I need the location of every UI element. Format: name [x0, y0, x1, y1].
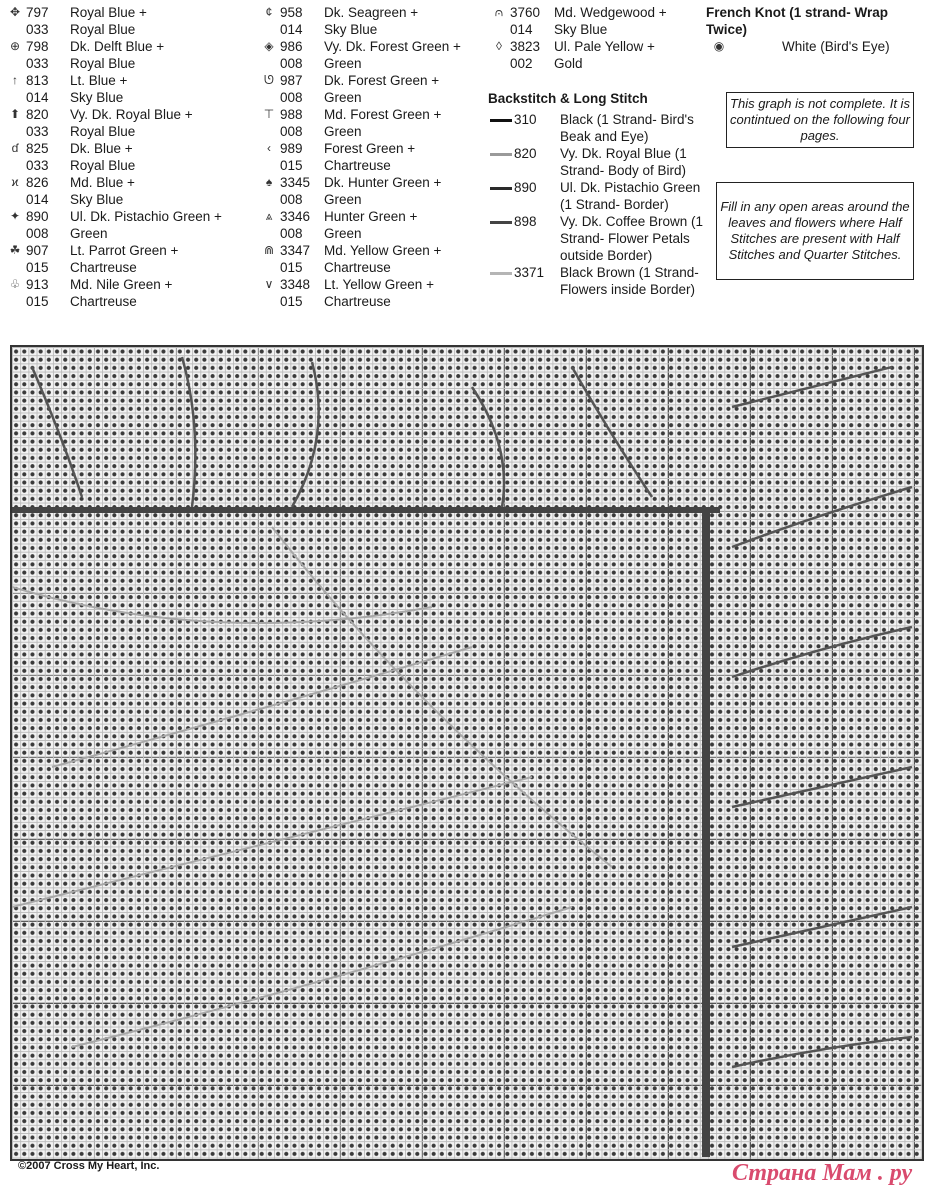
- blank-symbol: [4, 259, 26, 276]
- legend-row: [4, 225, 222, 242]
- legend-row: [4, 276, 222, 293]
- blank-symbol: [4, 293, 26, 310]
- floss-name: Dk. Seagreen +: [324, 5, 419, 20]
- floss-name: Royal Blue: [70, 22, 136, 37]
- backstitch-row: [488, 213, 706, 264]
- tee-icon: ⊤: [263, 107, 275, 121]
- target-diamond-icon: ◈: [264, 39, 274, 53]
- floss-name: Md. Forest Green +: [324, 107, 442, 122]
- floss-code: 898: [514, 214, 537, 229]
- legend-row: [4, 55, 222, 72]
- floss-code: 988: [280, 107, 303, 122]
- spade-icon: ♠: [265, 175, 273, 189]
- floss-code: 008: [280, 192, 303, 207]
- floss-name: Md. Blue +: [70, 175, 135, 190]
- legend-row: [258, 72, 461, 89]
- legend-row: [4, 106, 222, 123]
- floss-code: 014: [510, 22, 533, 37]
- floss-name: Md. Wedgewood +: [554, 5, 667, 20]
- floss-code: 033: [26, 22, 49, 37]
- floss-code: 014: [280, 22, 303, 37]
- floss-code: 986: [280, 39, 303, 54]
- legend-row: [258, 4, 461, 21]
- floss-name: Lt. Parrot Green +: [70, 243, 179, 258]
- legend-row: [258, 259, 461, 276]
- floss-name: Chartreuse: [324, 260, 391, 275]
- floss-name: Lt. Yellow Green +: [324, 277, 434, 292]
- floss-code: 798: [26, 39, 49, 54]
- floss-code: 015: [280, 158, 303, 173]
- blank-symbol: [258, 259, 280, 276]
- floss-code: 913: [26, 277, 49, 292]
- french-knot-section: [706, 4, 928, 55]
- blank-symbol: [258, 191, 280, 208]
- floss-code: 3823: [510, 39, 541, 54]
- drop-icon: ɗ: [11, 141, 19, 155]
- blank-symbol: [258, 123, 280, 140]
- floss-code: 3346: [280, 209, 311, 224]
- legend-row: [258, 208, 461, 225]
- blank-symbol: [258, 55, 280, 72]
- floss-name: Chartreuse: [70, 260, 137, 275]
- backstitch-row: [488, 179, 706, 213]
- legend-row: [258, 191, 461, 208]
- filled-arrow-icon: ⬆: [9, 107, 21, 121]
- legend-row: [4, 242, 222, 259]
- floss-code: 015: [280, 294, 303, 309]
- bulb-icon: ⩀: [494, 5, 504, 19]
- french-knot-title: French Knot (1 strand- Wrap Twice): [706, 5, 889, 37]
- legend-row: [4, 38, 222, 55]
- blank-symbol: [258, 21, 280, 38]
- watermark: Страна Мам . ру: [732, 1160, 913, 1186]
- bowtie-x-icon: ϰ: [11, 175, 19, 189]
- blank-symbol: [258, 225, 280, 242]
- backstitch-title: Backstitch & Long Stitch: [488, 91, 648, 106]
- legend-row: [258, 225, 461, 242]
- legend-row: [4, 208, 222, 225]
- floss-code: 3347: [280, 243, 311, 258]
- floss-code: 033: [26, 158, 49, 173]
- floss-code: 008: [280, 56, 303, 71]
- floss-name: Ul. Dk. Pistachio Green +: [70, 209, 222, 224]
- floss-name: Sky Blue: [324, 22, 378, 37]
- floss-name: Ul. Pale Yellow +: [554, 39, 655, 54]
- legend-row: [258, 276, 461, 293]
- floss-code: 826: [26, 175, 49, 190]
- trefoil-icon: ♧: [9, 277, 21, 291]
- legend-row: [488, 38, 706, 55]
- floss-name: Hunter Green +: [324, 209, 418, 224]
- floss-code: 008: [280, 226, 303, 241]
- floss-code: 890: [26, 209, 49, 224]
- legend-row: [258, 89, 461, 106]
- floss-code: 014: [26, 90, 49, 105]
- backstitch-row: [488, 264, 706, 298]
- legend-row: [4, 89, 222, 106]
- floss-name: Royal Blue +: [70, 5, 147, 20]
- fill-note: Fill in any open areas around the leaves and flowers where Half Stitches are present with Half Stitches and Quarter Stitches.: [716, 182, 914, 280]
- legend-row: [4, 21, 222, 38]
- legend-row: [258, 21, 461, 38]
- legend-row: [4, 157, 222, 174]
- blank-symbol: [4, 55, 26, 72]
- incomplete-note: This graph is not complete. It is contintued on the following four pages.: [726, 92, 914, 148]
- floss-code: 015: [26, 260, 49, 275]
- floss-code: 3345: [280, 175, 311, 190]
- chart-stitch-lines: [12, 347, 922, 1159]
- blank-symbol: [4, 21, 26, 38]
- blank-symbol: [4, 123, 26, 140]
- blank-symbol: [258, 157, 280, 174]
- floss-code: 3760: [510, 5, 541, 20]
- floss-name: Chartreuse: [324, 158, 391, 173]
- diamond-star-icon: ✦: [9, 209, 21, 223]
- legend-row: [4, 293, 222, 310]
- floss-code: 3348: [280, 277, 311, 292]
- legend-row: [258, 55, 461, 72]
- floss-code: 015: [26, 294, 49, 309]
- legend-row: [258, 174, 461, 191]
- floss-name: Forest Green +: [324, 141, 416, 156]
- blank-symbol: [488, 21, 510, 38]
- floss-name: Vy. Dk. Royal Blue +: [70, 107, 193, 122]
- floss-code: 820: [26, 107, 49, 122]
- cross-stitch-chart: [10, 345, 924, 1161]
- floss-name: Sky Blue: [70, 192, 124, 207]
- floss-name: Lt. Blue +: [70, 73, 128, 88]
- blank-symbol: [4, 191, 26, 208]
- floss-name: Sky Blue: [70, 90, 124, 105]
- legend-row: [258, 293, 461, 310]
- legend-row: [4, 4, 222, 21]
- floss-code: 008: [280, 90, 303, 105]
- floss-name: Dk. Hunter Green +: [324, 175, 442, 190]
- legend-row: [258, 123, 461, 140]
- legend-column-1: [4, 4, 222, 310]
- legend-row: [488, 4, 706, 21]
- floss-code: 820: [514, 146, 537, 161]
- backstitch-text: Black Brown (1 Strand- Flowers inside Border): [560, 265, 699, 297]
- floss-name: Chartreuse: [324, 294, 391, 309]
- floss-code: 014: [26, 192, 49, 207]
- legend-row: [4, 72, 222, 89]
- floss-code: 907: [26, 243, 49, 258]
- floss-code: 989: [280, 141, 303, 156]
- v-icon: ∨: [264, 277, 274, 291]
- legend-row: [258, 157, 461, 174]
- blank-symbol: [488, 55, 510, 72]
- less-than-icon: ‹: [267, 141, 271, 155]
- blank-symbol: [4, 225, 26, 242]
- bullseye-icon: ◉: [713, 39, 725, 53]
- hook-icon: ᘎ: [264, 73, 274, 87]
- blank-symbol: [258, 293, 280, 310]
- legend-row: [488, 21, 706, 38]
- line-swatch-icon: [488, 111, 514, 128]
- floss-name: Md. Nile Green +: [70, 277, 173, 292]
- legend-column-3: [488, 4, 706, 298]
- floss-code: 008: [26, 226, 49, 241]
- floss-code: 825: [26, 141, 49, 156]
- floss-name: Green: [324, 124, 362, 139]
- legend-row: [258, 106, 461, 123]
- legend-row: [4, 259, 222, 276]
- backstitch-text: Black (1 Strand- Bird's Beak and Eye): [560, 112, 694, 144]
- backstitch-list: [488, 111, 706, 298]
- floss-name: Royal Blue: [70, 158, 136, 173]
- line-swatch-icon: [488, 264, 514, 281]
- floss-name: Green: [324, 90, 362, 105]
- blank-symbol: [4, 89, 26, 106]
- cent-icon: ¢: [265, 5, 273, 19]
- legend-row: [4, 174, 222, 191]
- cross-circle-icon: ✥: [9, 5, 21, 19]
- line-swatch-icon: [488, 145, 514, 162]
- legend-row: [4, 140, 222, 157]
- floss-code: 002: [510, 56, 533, 71]
- floss-code: 033: [26, 124, 49, 139]
- legend-row: [4, 123, 222, 140]
- floss-name: Royal Blue: [70, 124, 136, 139]
- legend-row: [258, 140, 461, 157]
- floss-name: Gold: [554, 56, 583, 71]
- triangle-icon: ⩓: [265, 209, 273, 223]
- floss-code: 813: [26, 73, 49, 88]
- floss-name: Sky Blue: [554, 22, 608, 37]
- floss-code: 890: [514, 180, 537, 195]
- legend-column-2: [258, 4, 461, 310]
- floss-name: Green: [324, 226, 362, 241]
- line-swatch-icon: [488, 179, 514, 196]
- floss-name: Green: [324, 192, 362, 207]
- floss-name: Green: [70, 226, 108, 241]
- floss-code: 958: [280, 5, 303, 20]
- floss-name: Md. Yellow Green +: [324, 243, 442, 258]
- floss-name: Royal Blue: [70, 56, 136, 71]
- floss-code: 797: [26, 5, 49, 20]
- floss-name: Green: [324, 56, 362, 71]
- floss-code: 008: [280, 124, 303, 139]
- floss-name: Dk. Delft Blue +: [70, 39, 165, 54]
- triad-icon: ☘: [9, 243, 21, 257]
- copyright: ©2007 Cross My Heart, Inc.: [18, 1160, 160, 1172]
- floss-code: 310: [514, 112, 537, 127]
- backstitch-text: Vy. Dk. Coffee Brown (1 Strand- Flower Petals outside Border): [560, 214, 704, 263]
- backstitch-text: Ul. Dk. Pistachio Green (1 Strand- Border): [560, 180, 701, 212]
- legend-row: [488, 55, 706, 72]
- backstitch-text: Vy. Dk. Royal Blue (1 Strand- Body of Bird): [560, 146, 687, 178]
- floss-code: 987: [280, 73, 303, 88]
- up-arrow-icon: ↑: [12, 73, 18, 87]
- floss-name: Chartreuse: [70, 294, 137, 309]
- line-swatch-icon: [488, 213, 514, 230]
- arch-icon: ⋒: [263, 243, 275, 257]
- backstitch-row: [488, 145, 706, 179]
- circle-plus-icon: ⊕: [9, 39, 21, 53]
- diamond-outline-icon: ◊: [496, 39, 502, 53]
- floss-name: Dk. Blue +: [70, 141, 133, 156]
- french-knot-text: White (Bird's Eye): [782, 39, 890, 54]
- backstitch-row: [488, 111, 706, 145]
- blank-symbol: [4, 157, 26, 174]
- legend-row: [258, 38, 461, 55]
- blank-symbol: [258, 89, 280, 106]
- legend-row: [4, 191, 222, 208]
- french-knot-row: [706, 38, 928, 55]
- floss-code: 3371: [514, 265, 545, 280]
- legend-row: [258, 242, 461, 259]
- floss-code: 033: [26, 56, 49, 71]
- floss-name: Dk. Forest Green +: [324, 73, 440, 88]
- floss-code: 015: [280, 260, 303, 275]
- floss-name: Vy. Dk. Forest Green +: [324, 39, 461, 54]
